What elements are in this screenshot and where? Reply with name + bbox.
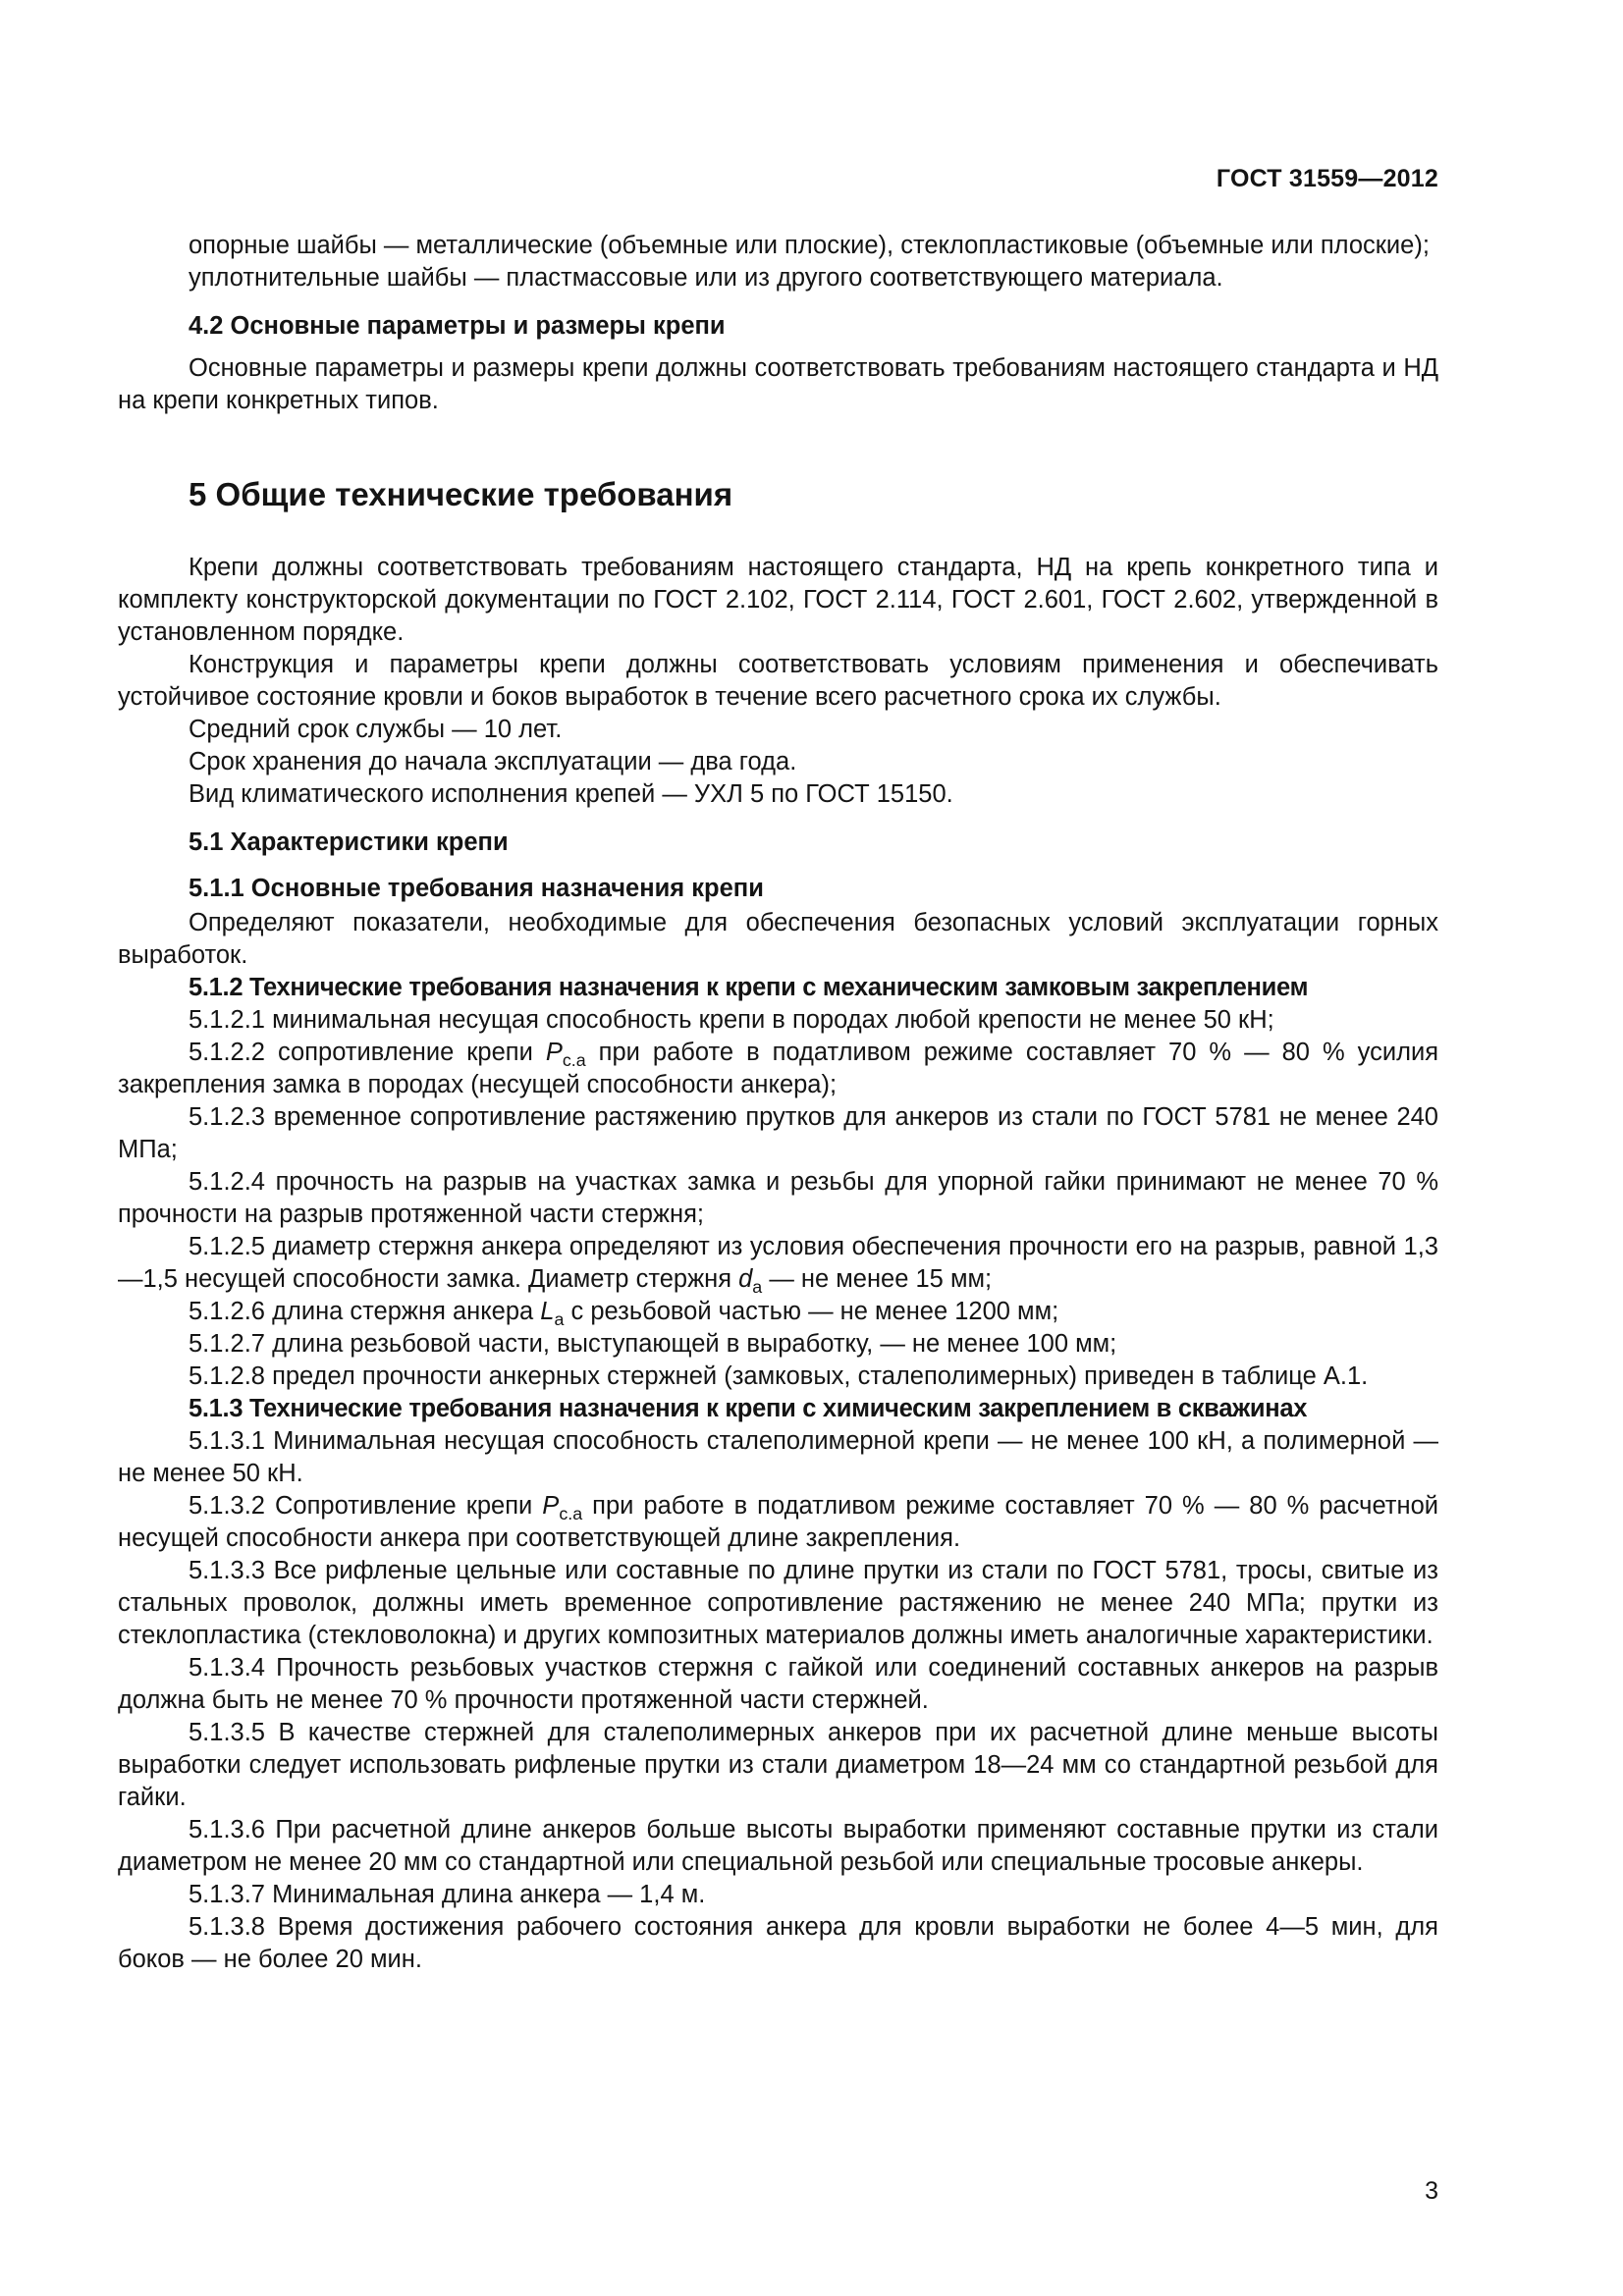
- formula-subscript: с.а: [562, 1050, 586, 1070]
- formula-variable: d: [738, 1265, 753, 1293]
- subsection-heading: 5.1.2 Технические требования назначения к крепи с механическим замковым закреплением: [189, 974, 1309, 1001]
- document-body: [118, 230, 1438, 1976]
- clause: 5.1.3.5 В качестве стержней для сталеполимерных анкеров при их расчетной длине меньше высоты выработки следует использовать рифленые прутки из стали диаметром 18—24 мм со стандартной резьбой для гайки.: [118, 1719, 1438, 1811]
- section-heading: 5.1 Характеристики крепи: [189, 828, 509, 856]
- paragraph: Определяют показатели, необходимые для обеспечения безопасных условий эксплуатации горных выработок.: [118, 909, 1438, 969]
- paragraph: Основные параметры и размеры крепи должны соответствовать требованиям настоящего стандарта и НД на крепи конкретных типов.: [118, 354, 1438, 414]
- formula-variable: P: [545, 1039, 563, 1066]
- clause: 5.1.2.2 сопротивление крепи $P_{с.а}$ при работе в податливом режиме составляет 70 % — 80 % усилия закрепления замка в породах (несущей способности анкера);: [118, 1039, 1439, 1098]
- page-number: 3: [1425, 2177, 1438, 2205]
- clause: 5.1.3.1 Минимальная несущая способность сталеполимерной крепи — не менее 100 кН, а полимерной — не менее 50 кН.: [118, 1427, 1438, 1487]
- chapter-heading: 5 Общие технические требования: [189, 476, 733, 512]
- clause: 5.1.2.1 минимальная несущая способность крепи в породах любой крепости не менее 50 кН;: [189, 1006, 1274, 1034]
- formula-subscript: с.а: [559, 1504, 583, 1523]
- clause: 5.1.2.3 временное сопротивление растяжению прутков для анкеров из стали по ГОСТ 5781 не менее 240 МПа;: [118, 1103, 1438, 1163]
- paragraph: уплотнительные шайбы — пластмассовые или из другого соответствующего материала.: [189, 264, 1223, 292]
- formula-subscript: a: [554, 1309, 565, 1329]
- paragraph: опорные шайбы — металлические (объемные или плоские), стеклопластиковые (объемные или плоские);: [189, 232, 1430, 259]
- paragraph: Крепи должны соответствовать требованиям настоящего стандарта, НД на крепь конкретного типа и комплекту конструкторской документации по ГОСТ 2.102, ГОСТ 2.114, ГОСТ 2.601, ГОСТ 2.602, утвержденной в установленном порядке.: [118, 554, 1438, 646]
- paragraph: Средний срок службы — 10 лет.: [189, 716, 563, 743]
- subsection-heading: 5.1.3 Технические требования назначения к крепи с химическим закреплением в скважинах: [189, 1395, 1308, 1422]
- subsection-heading: 5.1.1 Основные требования назначения крепи: [189, 875, 764, 902]
- clause: 5.1.2.8 предел прочности анкерных стержней (замковых, сталеполимерных) приведен в таблице А.1.: [189, 1362, 1369, 1390]
- clause: 5.1.2.7 длина резьбовой части, выступающей в выработку, — не менее 100 мм;: [189, 1330, 1117, 1358]
- clause: 5.1.3.3 Все рифленые цельные или составные по длине прутки из стали по ГОСТ 5781, тросы, свитые из стальных проволок, должны иметь временное сопротивление растяжению не менее 240 МПа; прутки из стеклопластика (стекловолокна) и других композитных материалов должны иметь аналогичные характеристики.: [118, 1557, 1438, 1649]
- paragraph: Срок хранения до начала эксплуатации — два года.: [189, 748, 797, 775]
- clause: 5.1.3.4 Прочность резьбовых участков стержня с гайкой или соединений составных анкеров на разрыв должна быть не менее 70 % прочности протяженной части стержней.: [118, 1654, 1438, 1714]
- clause: 5.1.3.2 Сопротивление крепи $P_{с.а}$ при работе в податливом режиме составляет 70 % — 80 % расчетной несущей способности анкера при соответствующей длине закрепления.: [118, 1492, 1438, 1552]
- formula-variable: L: [540, 1298, 555, 1325]
- section-heading: 4.2 Основные параметры и размеры крепи: [189, 312, 726, 340]
- clause: 5.1.3.6 При расчетной длине анкеров больше высоты выработки применяют составные прутки из стали диаметром не менее 20 мм со стандартной или специальной резьбой или специальные тросовые анкеры.: [118, 1816, 1438, 1876]
- clause: 5.1.2.4 прочность на разрыв на участках замка и резьбы для упорной гайки принимают не менее 70 % прочности на разрыв протяженной части стержня;: [118, 1168, 1438, 1228]
- document-header: ГОСТ 31559—2012: [1216, 165, 1438, 192]
- clause: 5.1.3.7 Минимальная длина анкера — 1,4 м.: [189, 1881, 706, 1908]
- formula-variable: P: [542, 1492, 560, 1520]
- paragraph: Вид климатического исполнения крепей — УХЛ 5 по ГОСТ 15150.: [189, 780, 953, 808]
- clause: 5.1.2.5 диаметр стержня анкера определяют из условия обеспечения прочности его на разрыв, равной 1,3—1,5 несущей способности замка. Диаметр стержня $d_a$ — не менее 15 мм;: [118, 1233, 1438, 1297]
- paragraph: Конструкция и параметры крепи должны соответствовать условиям применения и обеспечивать устойчивое состояние кровли и боков выработок в течение всего расчетного срока их службы.: [118, 651, 1438, 711]
- formula-subscript: a: [752, 1277, 763, 1297]
- clause: 5.1.3.8 Время достижения рабочего состояния анкера для кровли выработки не более 4—5 мин, для боков — не более 20 мин.: [118, 1913, 1438, 1973]
- clause: 5.1.2.6 длина стержня анкера $L_a$ с резьбовой частью — не менее 1200 мм;: [189, 1298, 1059, 1329]
